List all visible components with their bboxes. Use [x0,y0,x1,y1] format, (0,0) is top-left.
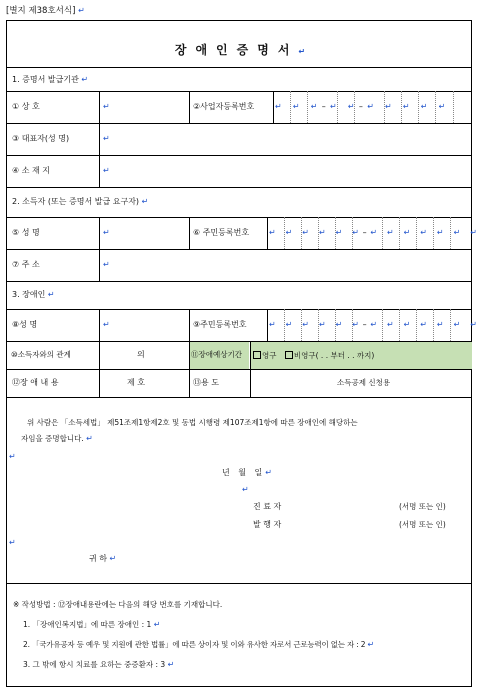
purpose-value: 소득공제 신청용 [337,378,391,387]
trade-name-value[interactable]: ↵ [103,102,110,111]
section-disabled: 3. 장애인 ↵ [12,290,55,299]
label-req-resident-no: ⑥ 주민등록번호 [193,228,250,237]
nonpermanent-checkbox[interactable] [285,351,293,359]
statement-line2: 자임을 증명합니다. ↵ [21,434,93,443]
notes-heading: ※ 작성방법 : ⑫장애내용란에는 다음의 해당 번호를 기재합니다. [13,600,223,609]
certificate-form: 장애인증명서↵ 1. 증명서 발급기관 ↵ ① 상 호 ↵ ②사업자등록번호 ↵ ↵ ↵–↵ ↵–↵ ↵ ↵ ↵ ↵ ③ 대표자(성 명) ↵ ④ 소 재 지 ↵ 2. 소득자 (또는 증명서 발급 요구자) ↵ ⑤ 성 명 ↵ ⑥ 주민등록번호 ↵ ↵ ↵ ↵ ↵ ↵–↵ ↵ ↵ ↵ ↵ ↵ ↵ ⑦ 주 소 ↵ 3. 장애인 ↵ ⑧성 명 ↵ ⑨주민등록번호 ↵ ↵ ↵ ↵ ↵ ↵–↵ ↵ ↵ ↵ ↵ ↵ ↵ ⑩소득자와의 관계 의 ⑪장애예상기간 영구 비영구( . . 부터 . . 까지) ⑫장 애 내 용 제 호 ⑬용 도 소득공제 신청용 위 사람은 「소득세법」 제51조제1항제2호 및 동법 시행령 제107조제1항에 따른 장애인에 해당하는 자임을 증명합니다. ↵ ↵ 년 월 일↵ ↵ 진 료 자 (서명 또는 인) 발 행 자 (서명 또는 인) ↵ 귀 하 ↵ ※ 작성방법 : ⑫장애내용란에는 다음의 해당 번호를 기재합니다. 1. 「장애인복지법」에 따른 장애인 : 1 ↵ 2. 「국가유공자 등 예우 및 지원에 관한 법률」에 따른 상이자 및 이와 유사한 자로서 근로능력이 없는 자 : 2 ↵ 3. 그 밖에 항시 치료를 요하는 중증환자 : 3 ↵ [6,20,472,687]
label-disability-content: ⑫장 애 내 용 [12,378,59,387]
section-issuer: 1. 증명서 발급기관 ↵ [12,75,89,84]
label-req-address: ⑦ 주 소 [12,260,40,269]
form-number: [별지 제38호서식] ↵ [6,6,85,16]
business-reg-no-boxes[interactable]: ↵ ↵ ↵–↵ ↵–↵ ↵ ↵ ↵ ↵ [275,102,450,111]
req-resident-no-boxes[interactable]: ↵ ↵ ↵ ↵ ↵ ↵–↵ ↵ ↵ ↵ ↵ ↵ ↵ [269,228,481,237]
label-representative: ③ 대표자(성 명) [12,134,70,143]
note-item-2: 2. 「국가유공자 등 예우 및 지원에 관한 법률」에 따른 상이자 및 이와 유사한 자로서 근로능력이 없는 자 : 2 ↵ [23,640,375,649]
label-business-reg-no: ②사업자등록번호 [193,102,255,111]
issuer-label: 발 행 자 [253,520,282,529]
addressee: 귀 하 ↵ [89,554,117,563]
doctor-label: 진 료 자 [253,502,282,511]
label-purpose: ⑬용 도 [193,378,219,387]
dis-name-value[interactable]: ↵ [103,320,110,329]
note-item-1: 1. 「장애인복지법」에 따른 장애인 : 1 ↵ [23,620,161,629]
label-location: ④ 소 재 지 [12,166,50,175]
statement-line1: 위 사람은 「소득세법」 제51조제1항제2호 및 동법 시행령 제107조제1항에 따른 장애인에 해당하는 [27,418,358,427]
req-address-value[interactable]: ↵ [103,260,110,269]
label-dis-resident-no: ⑨주민등록번호 [193,320,247,329]
doctor-signature[interactable]: (서명 또는 인) [399,502,446,511]
label-req-name: ⑤ 성 명 [12,228,40,237]
disability-value[interactable]: 제 호 [127,378,145,387]
label-dis-name: ⑧성 명 [12,320,38,329]
label-trade-name: ① 상 호 [12,102,40,111]
permanent-checkbox[interactable] [253,351,261,359]
req-name-value[interactable]: ↵ [103,228,110,237]
note-item-3: 3. 그 밖에 항시 치료를 요하는 중증환자 : 3 ↵ [23,660,175,669]
document-title: 장애인증명서↵ [174,43,306,57]
section-requester: 2. 소득자 (또는 증명서 발급 요구자) ↵ [12,197,149,206]
period-options[interactable]: 영구 비영구( . . 부터 . . 까지) [253,351,374,360]
label-relation: ⑩소득자와의 관계 [11,350,71,359]
dis-resident-no-boxes[interactable]: ↵ ↵ ↵ ↵ ↵ ↵–↵ ↵ ↵ ↵ ↵ ↵ ↵ [269,320,481,329]
location-value[interactable]: ↵ [103,166,110,175]
issuer-signature[interactable]: (서명 또는 인) [399,520,446,529]
label-expected-period: ⑪장애예상기간 [191,350,242,359]
representative-value[interactable]: ↵ [103,134,110,143]
issue-date[interactable]: 년 월 일↵ [222,468,275,477]
relation-value[interactable]: 의 [137,350,145,359]
